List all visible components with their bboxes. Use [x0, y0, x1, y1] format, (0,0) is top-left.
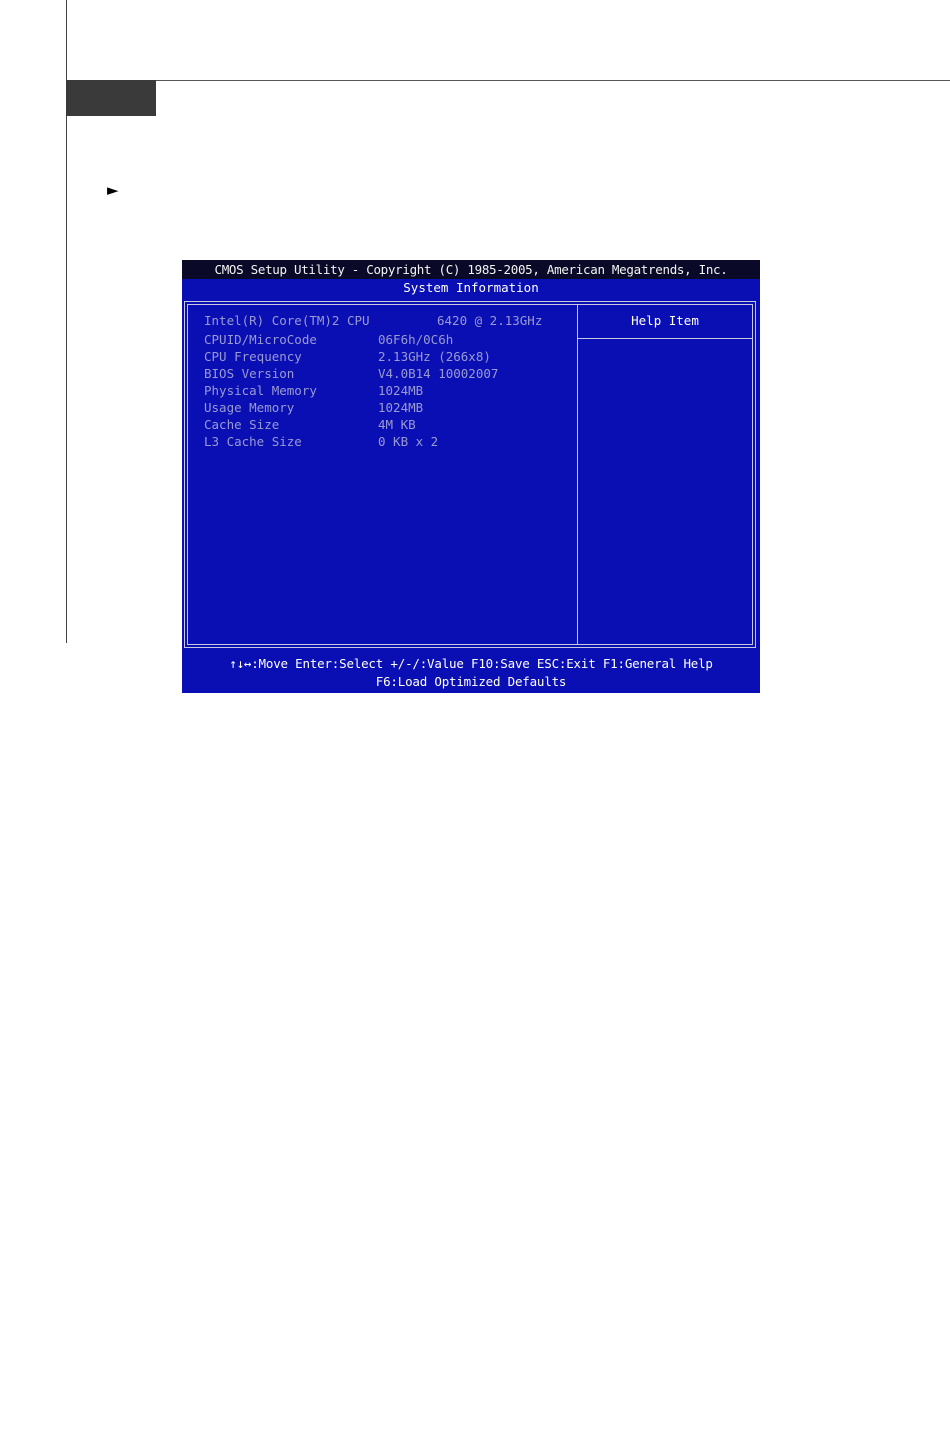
info-value: V4.0B14 10002007 — [378, 366, 499, 381]
info-row-l3-cache-size[interactable] — [204, 434, 574, 451]
info-value: 1024MB — [378, 400, 424, 415]
info-row-cpuid[interactable] — [204, 332, 574, 349]
info-label: Usage Memory — [204, 400, 295, 415]
info-row-physical-memory[interactable] — [204, 383, 574, 400]
info-row-bios-version[interactable] — [204, 366, 574, 383]
info-value: 0 KB x 2 — [378, 434, 439, 449]
page-section-tab — [66, 80, 156, 116]
info-row-cpu[interactable] — [204, 313, 574, 330]
info-label: CPU Frequency — [204, 349, 302, 364]
info-row-usage-memory[interactable] — [204, 400, 574, 417]
help-heading-rule — [578, 338, 752, 339]
page-header-rule — [66, 80, 950, 81]
bios-page-title: System Information — [403, 280, 539, 295]
triangle-right-icon: ► — [107, 181, 119, 199]
panel-divider — [577, 305, 578, 644]
bios-inner-frame — [187, 304, 753, 645]
bios-main-frame — [184, 301, 756, 648]
info-label: Cache Size — [204, 417, 280, 432]
key-help-footer: ↑↓↔:Move Enter:Select +/-/:Value F10:Save ESC:Exit F1:General Help — [229, 656, 713, 671]
info-label: L3 Cache Size — [204, 434, 302, 449]
bios-title: CMOS Setup Utility - Copyright (C) 1985-2005, American Megatrends, Inc. — [214, 262, 728, 277]
info-label: Physical Memory — [204, 383, 317, 398]
info-value: 4M KB — [378, 417, 416, 432]
bios-screen — [182, 260, 760, 693]
info-label: BIOS Version — [204, 366, 295, 381]
info-value: 1024MB — [378, 383, 424, 398]
info-label: Intel(R) Core(TM)2 CPU — [204, 313, 370, 328]
info-value: 6420 @ 2.13GHz — [437, 313, 543, 328]
info-row-cpu-frequency[interactable] — [204, 349, 574, 366]
info-row-cache-size[interactable] — [204, 417, 574, 434]
info-value: 2.13GHz (266x8) — [378, 349, 491, 364]
info-value: 06F6h/0C6h — [378, 332, 454, 347]
help-item-heading: Help Item — [631, 313, 699, 328]
key-help-footer-defaults: F6:Load Optimized Defaults — [375, 674, 567, 689]
info-label: CPUID/MicroCode — [204, 332, 317, 347]
